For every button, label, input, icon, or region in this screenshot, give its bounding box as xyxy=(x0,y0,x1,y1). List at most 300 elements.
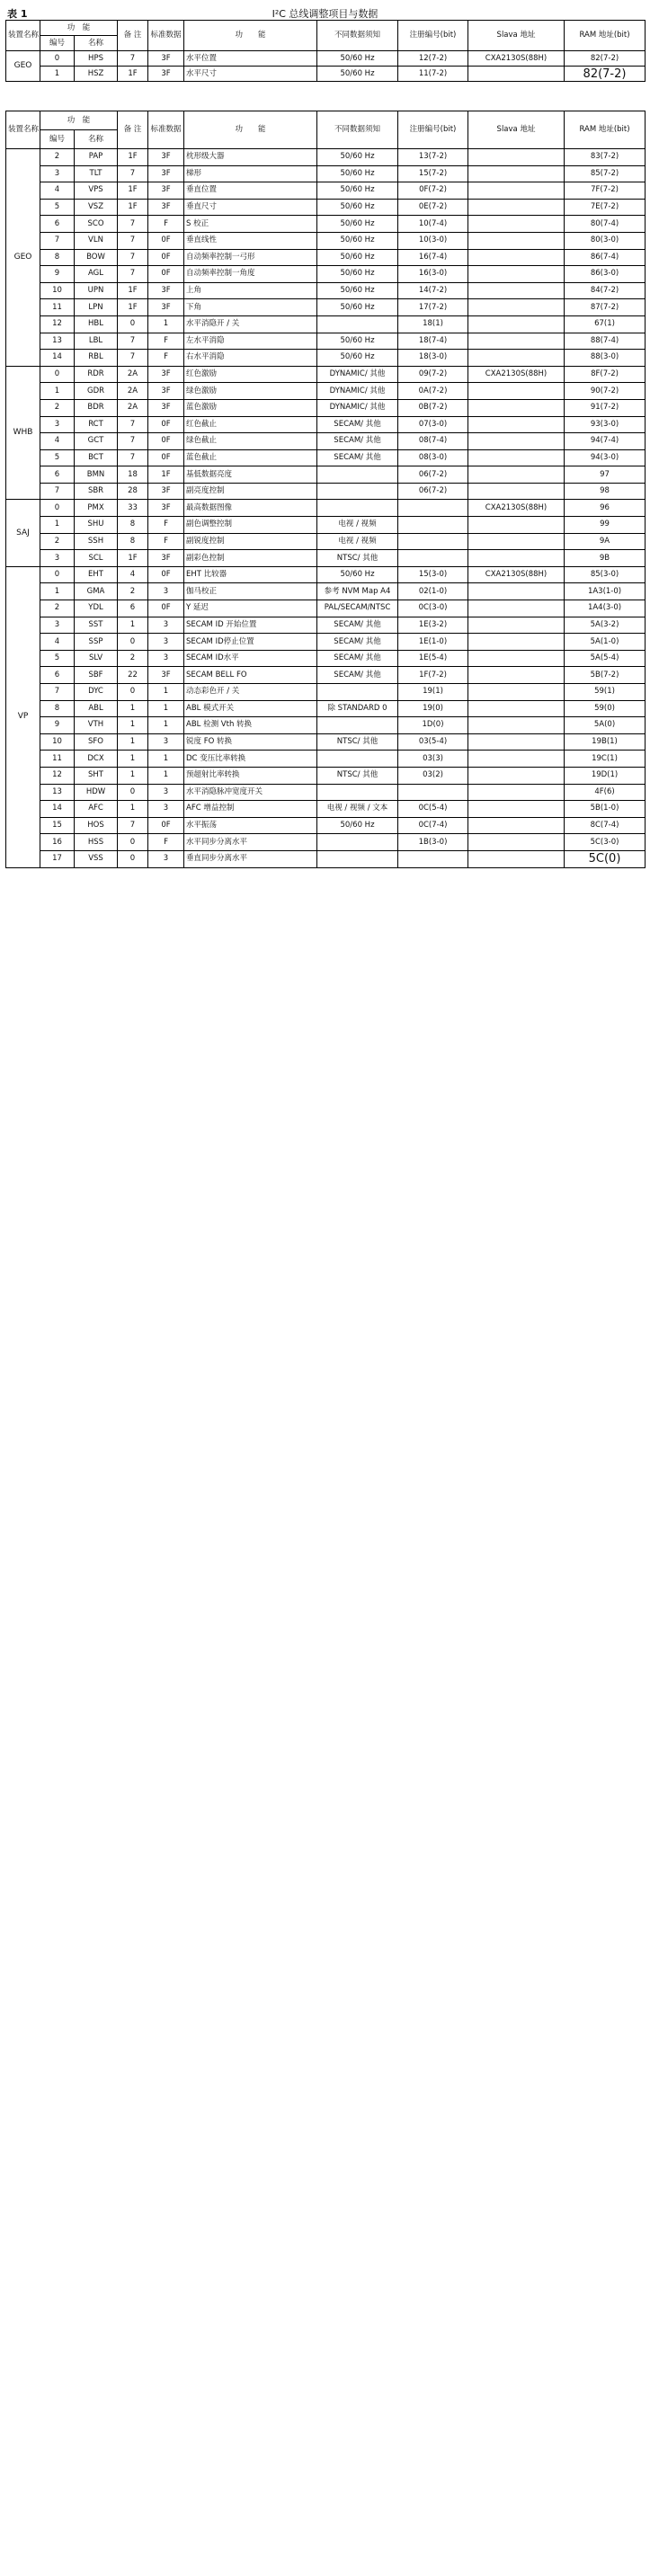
table-cell: 99 xyxy=(565,517,646,534)
table-cell: VSS xyxy=(75,850,118,867)
table-cell: 50/60 Hz xyxy=(317,232,398,249)
table-row xyxy=(6,717,646,734)
table-cell xyxy=(317,834,398,851)
table-cell: 7 xyxy=(40,232,75,249)
table-cell: 13 xyxy=(40,333,75,350)
table-cell: BMN xyxy=(75,466,118,484)
table-cell: 90(7-2) xyxy=(565,383,646,400)
table-cell: SECAM/ 其他 xyxy=(317,617,398,634)
table-cell: 86(7-4) xyxy=(565,249,646,266)
table-cell xyxy=(468,583,565,600)
table-cell: 10(7-4) xyxy=(398,216,468,233)
table-cell: F xyxy=(148,350,184,367)
table-cell: EHT xyxy=(75,566,118,583)
table-cell: 12 xyxy=(40,315,75,333)
table-cell xyxy=(468,717,565,734)
table-cell: 3F xyxy=(148,500,184,517)
table-cell: SECAM ID水平 xyxy=(184,650,317,667)
table-cell: 50/60 Hz xyxy=(317,199,398,216)
table-cell: 17 xyxy=(40,850,75,867)
table-cell: LBL xyxy=(75,333,118,350)
table-cell: 82(7-2) xyxy=(565,67,646,82)
table-cell: 6 xyxy=(40,216,75,233)
table-cell: 5B(1-0) xyxy=(565,801,646,818)
table-cell: 自动频率控制一弓形 xyxy=(184,249,317,266)
table-cell: 16(7-4) xyxy=(398,249,468,266)
table-row xyxy=(6,216,646,233)
table-cell: 50/60 Hz xyxy=(317,249,398,266)
table-cell: 3F xyxy=(148,383,184,400)
table-cell: SECAM/ 其他 xyxy=(317,449,398,466)
table-cell: 7 xyxy=(118,416,148,433)
table-cell: 3F xyxy=(148,182,184,200)
table-cell: DYNAMIC/ 其他 xyxy=(317,399,398,416)
table-cell: 03(3) xyxy=(398,751,468,768)
table-cell: UPN xyxy=(75,282,118,299)
table-cell: SSH xyxy=(75,533,118,550)
table-cell: 右水平消隐 xyxy=(184,350,317,367)
table-cell: VSZ xyxy=(75,199,118,216)
table-cell: 03(5-4) xyxy=(398,733,468,751)
table-row xyxy=(6,550,646,567)
table-cell: 7 xyxy=(118,449,148,466)
table-cell xyxy=(468,182,565,200)
table-cell: 9B xyxy=(565,550,646,567)
table-row xyxy=(6,466,646,484)
table-cell: 50/60 Hz xyxy=(317,566,398,583)
table-cell xyxy=(468,533,565,550)
table-cell xyxy=(398,784,468,801)
table-cell: 0F xyxy=(148,433,184,450)
table-row xyxy=(6,650,646,667)
table-cell: HSZ xyxy=(75,67,118,82)
table-cell: NTSC/ 其他 xyxy=(317,550,398,567)
table-cell xyxy=(468,466,565,484)
table-cell: 50/60 Hz xyxy=(317,817,398,834)
table-cell: 2 xyxy=(40,399,75,416)
table-cell: 0A(7-2) xyxy=(398,383,468,400)
table-cell: 1F xyxy=(118,182,148,200)
table-cell: SST xyxy=(75,617,118,634)
table-row xyxy=(6,733,646,751)
page xyxy=(5,4,645,868)
table-cell: 18(1) xyxy=(398,315,468,333)
table-cell: 1B(3-0) xyxy=(398,834,468,851)
table-cell xyxy=(468,416,565,433)
table-cell: PAL/SECAM/NTSC xyxy=(317,600,398,617)
table-cell xyxy=(317,315,398,333)
table-cell: 3F xyxy=(148,199,184,216)
table-cell xyxy=(468,216,565,233)
table-cell: 10(3-0) xyxy=(398,232,468,249)
table-cell: 7 xyxy=(118,266,148,283)
table-cell: 参考 NVM Map A4 xyxy=(317,583,398,600)
table-row xyxy=(6,617,646,634)
table-cell: 7E(7-2) xyxy=(565,199,646,216)
table-cell: 1F xyxy=(118,149,148,166)
table-cell: DYC xyxy=(75,684,118,701)
table-cell: 17(7-2) xyxy=(398,299,468,316)
table-row xyxy=(6,149,646,166)
table-row xyxy=(6,784,646,801)
table-cell: 7F(7-2) xyxy=(565,182,646,200)
table-cell: 9 xyxy=(40,717,75,734)
table-cell: 13 xyxy=(40,784,75,801)
table-row xyxy=(6,483,646,500)
table-cell: SECAM/ 其他 xyxy=(317,634,398,651)
table-row xyxy=(6,684,646,701)
table-row xyxy=(6,165,646,182)
table-cell: 1F xyxy=(118,299,148,316)
table-cell: 0F xyxy=(148,600,184,617)
table-cell: 83(7-2) xyxy=(565,149,646,166)
table-cell xyxy=(468,232,565,249)
table-cell: 3F xyxy=(148,366,184,383)
table-cell xyxy=(398,550,468,567)
table-cell: SLV xyxy=(75,650,118,667)
table-cell: 0F xyxy=(148,266,184,283)
table-cell: 0C(3-0) xyxy=(398,600,468,617)
table-cell: SECAM BELL FO xyxy=(184,667,317,684)
table-cell: SBR xyxy=(75,483,118,500)
table-cell: 59(1) xyxy=(565,684,646,701)
table-row xyxy=(6,817,646,834)
table-cell: 锐度 FO 转换 xyxy=(184,733,317,751)
table-cell: 67(1) xyxy=(565,315,646,333)
table-cell: 19C(1) xyxy=(565,751,646,768)
device-group-cell: WHB xyxy=(6,366,40,500)
table-row xyxy=(6,383,646,400)
table-cell: 5 xyxy=(40,650,75,667)
table-cell: 28 xyxy=(118,483,148,500)
table-cell: 0F xyxy=(148,416,184,433)
header-remark: 备 注 xyxy=(118,21,148,51)
header-function-group: 功 能 xyxy=(40,111,118,130)
header-function: 功 能 xyxy=(184,21,317,51)
table-cell: 3F xyxy=(148,67,184,82)
device-group-cell: GEO xyxy=(6,51,40,82)
table-cell: 09(7-2) xyxy=(398,366,468,383)
table-cell xyxy=(468,282,565,299)
table-cell: 88(3-0) xyxy=(565,350,646,367)
table-row xyxy=(6,315,646,333)
table-cell: 50/60 Hz xyxy=(317,165,398,182)
table-cell: 0F xyxy=(148,232,184,249)
table-row xyxy=(6,801,646,818)
table-cell xyxy=(468,650,565,667)
table-row xyxy=(6,533,646,550)
table-cell: 16(3-0) xyxy=(398,266,468,283)
table-cell: 0 xyxy=(40,566,75,583)
table-row xyxy=(6,399,646,416)
header-register: 注册编号(bit) xyxy=(398,111,468,149)
table-cell: 5A(5-4) xyxy=(565,650,646,667)
table-cell xyxy=(468,600,565,617)
table-cell: SCL xyxy=(75,550,118,567)
table-cell: 电视 / 视频 / 文本 xyxy=(317,801,398,818)
table-cell: 除 STANDARD 0 xyxy=(317,700,398,717)
table-cell: 枕形级大器 xyxy=(184,149,317,166)
table-cell xyxy=(468,67,565,82)
table-cell xyxy=(468,449,565,466)
table2-header-row xyxy=(6,111,646,130)
table-cell: 蓝色激励 xyxy=(184,399,317,416)
table-cell: 5A(0) xyxy=(565,717,646,734)
table-cell: 50/60 Hz xyxy=(317,299,398,316)
table-cell: 50/60 Hz xyxy=(317,282,398,299)
table-cell: 80(3-0) xyxy=(565,232,646,249)
table-cell: 水平振荡 xyxy=(184,817,317,834)
table-cell: 14(7-2) xyxy=(398,282,468,299)
table-cell: 86(3-0) xyxy=(565,266,646,283)
table-cell: 5A(3-2) xyxy=(565,617,646,634)
table-cell: 8 xyxy=(40,249,75,266)
table-cell: 3F xyxy=(148,483,184,500)
table-cell: 4 xyxy=(40,182,75,200)
table-cell: 3 xyxy=(148,801,184,818)
table-cell: 19D(1) xyxy=(565,767,646,784)
table-cell xyxy=(468,383,565,400)
table-cell: 3F xyxy=(148,299,184,316)
table-cell: 1 xyxy=(118,717,148,734)
table-cell: 预超射比率转换 xyxy=(184,767,317,784)
header-function: 功 能 xyxy=(184,111,317,149)
table-cell xyxy=(468,399,565,416)
table-cell: 14 xyxy=(40,350,75,367)
table-cell: AFC 增益控制 xyxy=(184,801,317,818)
header-name: 名称 xyxy=(75,36,118,51)
table-cell: 最高数据图像 xyxy=(184,500,317,517)
header-standard: 标准数据 xyxy=(148,21,184,51)
table-cell: 33 xyxy=(118,500,148,517)
table-cell: 0 xyxy=(118,315,148,333)
table-cell: 3 xyxy=(40,617,75,634)
table-cell: 50/60 Hz xyxy=(317,51,398,67)
table-cell: 0C(5-4) xyxy=(398,801,468,818)
table-cell: 下角 xyxy=(184,299,317,316)
table-cell: YDL xyxy=(75,600,118,617)
table-cell: SHU xyxy=(75,517,118,534)
table-cell: 3F xyxy=(148,399,184,416)
table-cell: 22 xyxy=(118,667,148,684)
table-cell xyxy=(317,784,398,801)
table-cell: DC 变压比率转换 xyxy=(184,751,317,768)
table-cell xyxy=(317,500,398,517)
table-cell: 91(7-2) xyxy=(565,399,646,416)
table-row xyxy=(6,249,646,266)
table-cell: 1 xyxy=(40,517,75,534)
table-cell xyxy=(468,617,565,634)
table-cell: 0F xyxy=(148,449,184,466)
table-cell: 1 xyxy=(118,751,148,768)
table-cell: 7 xyxy=(118,249,148,266)
table-cell: 2 xyxy=(118,650,148,667)
table-cell: 10 xyxy=(40,733,75,751)
table-cell xyxy=(468,850,565,867)
table-cell xyxy=(317,850,398,867)
table-cell: 0C(7-4) xyxy=(398,817,468,834)
table-cell xyxy=(468,751,565,768)
table-cell: 3 xyxy=(40,165,75,182)
table-cell: 副亮度控制 xyxy=(184,483,317,500)
table-cell: 6 xyxy=(40,466,75,484)
table-cell: 8 xyxy=(40,700,75,717)
table-cell xyxy=(468,667,565,684)
table-cell: 水平尺寸 xyxy=(184,67,317,82)
table-row xyxy=(6,667,646,684)
table-cell: 7 xyxy=(118,165,148,182)
table-row xyxy=(6,232,646,249)
table-cell: 12 xyxy=(40,767,75,784)
table-cell: 11(7-2) xyxy=(398,67,468,82)
table-cell: 水平消隐脉冲宽度开关 xyxy=(184,784,317,801)
table-cell: 5A(1-0) xyxy=(565,634,646,651)
table-row xyxy=(6,433,646,450)
table-cell: BDR xyxy=(75,399,118,416)
table-cell: 7 xyxy=(118,216,148,233)
table-cell: 15(7-2) xyxy=(398,165,468,182)
table-cell: HPS xyxy=(75,51,118,67)
header-notes: 不同数据须知 xyxy=(317,21,398,51)
table-cell xyxy=(468,801,565,818)
table-cell: 1A3(1-0) xyxy=(565,583,646,600)
table-cell: 1E(1-0) xyxy=(398,634,468,651)
table-cell: 电视 / 视频 xyxy=(317,533,398,550)
table-cell: 3F xyxy=(148,282,184,299)
table-cell: SBF xyxy=(75,667,118,684)
table-cell: HSS xyxy=(75,834,118,851)
table-cell: SECAM ID 开始位置 xyxy=(184,617,317,634)
table-cell: 94(7-4) xyxy=(565,433,646,450)
table-cell: 80(7-4) xyxy=(565,216,646,233)
table-cell: 8C(7-4) xyxy=(565,817,646,834)
table-cell: GDR xyxy=(75,383,118,400)
table-cell: 0F xyxy=(148,249,184,266)
header-function-group: 功 能 xyxy=(40,21,118,36)
table-cell: 93(3-0) xyxy=(565,416,646,433)
table-cell: NTSC/ 其他 xyxy=(317,733,398,751)
table-cell xyxy=(468,199,565,216)
table-cell: 垂直位置 xyxy=(184,182,317,200)
table-cell xyxy=(468,517,565,534)
table-cell xyxy=(468,483,565,500)
device-group-cell: VP xyxy=(6,566,40,867)
table-cell: 16 xyxy=(40,834,75,851)
table-cell: 19B(1) xyxy=(565,733,646,751)
table-cell: PMX xyxy=(75,500,118,517)
table-row xyxy=(6,266,646,283)
table-cell: 7 xyxy=(118,51,148,67)
table-cell xyxy=(468,333,565,350)
table-cell: 14 xyxy=(40,801,75,818)
table-cell: BOW xyxy=(75,249,118,266)
table-cell: 2A xyxy=(118,399,148,416)
table-cell: 50/60 Hz xyxy=(317,182,398,200)
table-cell: 1F(7-2) xyxy=(398,667,468,684)
header-name: 名称 xyxy=(75,130,118,149)
table-cell: 6 xyxy=(118,600,148,617)
table-row xyxy=(6,282,646,299)
table-cell: 0 xyxy=(40,51,75,67)
table-cell: 3 xyxy=(148,617,184,634)
table-cell xyxy=(468,149,565,166)
table-cell: 自动频率控制一角度 xyxy=(184,266,317,283)
table-cell: PAP xyxy=(75,149,118,166)
table-cell: HBL xyxy=(75,315,118,333)
table-cell: 4 xyxy=(40,634,75,651)
table-cell: 2A xyxy=(118,383,148,400)
table-cell: SCO xyxy=(75,216,118,233)
table-row xyxy=(6,500,646,517)
table-cell: 84(7-2) xyxy=(565,282,646,299)
table-row xyxy=(6,350,646,367)
header-number: 编号 xyxy=(40,36,75,51)
table1-label: 表 1 xyxy=(7,8,28,20)
table-cell: 1 xyxy=(148,767,184,784)
table-cell xyxy=(468,550,565,567)
table-cell: VTH xyxy=(75,717,118,734)
table-cell xyxy=(468,165,565,182)
table-cell: 动态彩色开 / 关 xyxy=(184,684,317,701)
table-cell: 5 xyxy=(40,199,75,216)
table-cell: 3 xyxy=(148,784,184,801)
header-remark: 备 注 xyxy=(118,111,148,149)
table-cell: 7 xyxy=(118,433,148,450)
table-cell: SHT xyxy=(75,767,118,784)
table-cell: AFC xyxy=(75,801,118,818)
table-cell: 0 xyxy=(40,500,75,517)
table-cell: 97 xyxy=(565,466,646,484)
table-cell: 9 xyxy=(40,266,75,283)
table-row xyxy=(6,566,646,583)
table-cell: 18(3-0) xyxy=(398,350,468,367)
table2-body xyxy=(6,149,646,868)
table-cell: ABL 检测 Vth 转换 xyxy=(184,717,317,734)
table-cell: 3F xyxy=(148,51,184,67)
table-cell: 1 xyxy=(118,700,148,717)
table-cell: 1 xyxy=(40,383,75,400)
table-cell: DYNAMIC/ 其他 xyxy=(317,366,398,383)
table-cell: 3 xyxy=(40,550,75,567)
table-cell: 1 xyxy=(118,617,148,634)
table-cell: F xyxy=(148,517,184,534)
table-cell: 15(3-0) xyxy=(398,566,468,583)
table-cell: 1 xyxy=(40,67,75,82)
table-cell: 3F xyxy=(148,550,184,567)
table-cell: 1 xyxy=(148,717,184,734)
table-cell: 左水平消隐 xyxy=(184,333,317,350)
table-cell: HOS xyxy=(75,817,118,834)
table-cell xyxy=(317,717,398,734)
table-cell: 3 xyxy=(148,850,184,867)
table-cell: 0 xyxy=(118,834,148,851)
table-cell: 1 xyxy=(148,700,184,717)
header-register: 注册编号(bit) xyxy=(398,21,468,51)
table-cell xyxy=(317,684,398,701)
table-cell: 18(7-4) xyxy=(398,333,468,350)
header-standard: 标准数据 xyxy=(148,111,184,149)
table-cell: TLT xyxy=(75,165,118,182)
table-cell xyxy=(468,733,565,751)
table-cell: 3 xyxy=(148,733,184,751)
header-ram: RAM 地址(bit) xyxy=(565,111,646,149)
table1-body xyxy=(6,51,646,82)
table-row xyxy=(6,299,646,316)
table-cell xyxy=(398,533,468,550)
table-cell: 94(3-0) xyxy=(565,449,646,466)
table-cell: 50/60 Hz xyxy=(317,149,398,166)
table-cell: 水平消隐开 / 关 xyxy=(184,315,317,333)
